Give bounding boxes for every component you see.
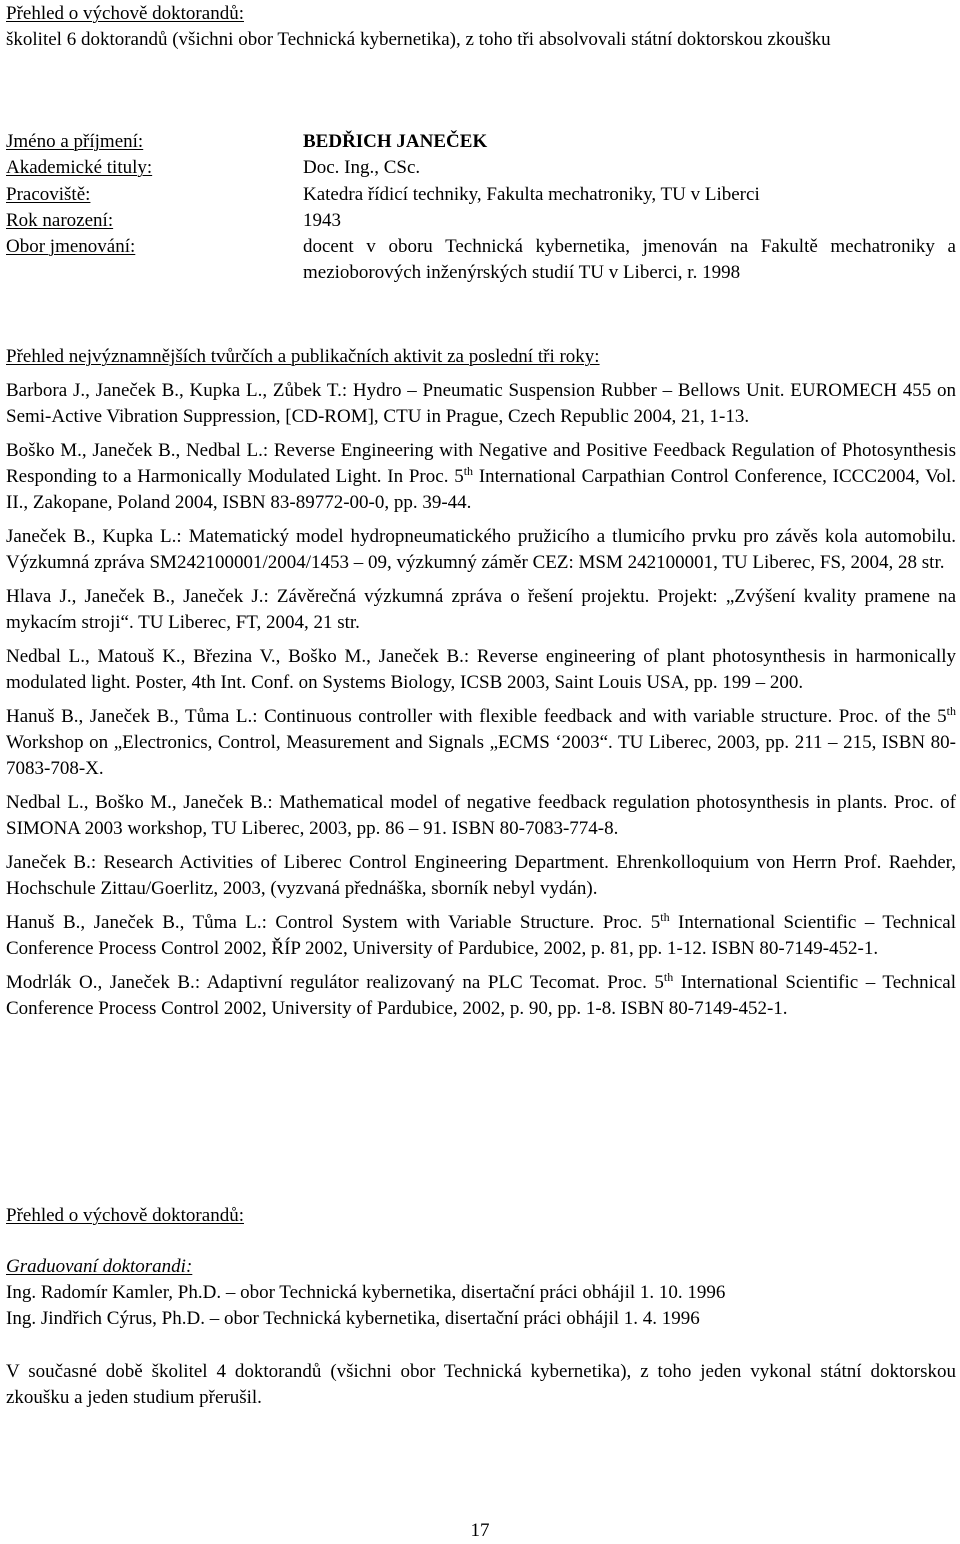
graduated-heading: Graduovaní doktorandi: xyxy=(6,1256,193,1277)
publication-text: : Reverse engineering of plant photosynthesis in harmonically modulated light. Poster, 4th Int. Conf. on Systems Biology, ICSB 2003, Saint Louis USA, pp. 199 – 200. xyxy=(6,646,956,693)
publication-item xyxy=(6,438,956,516)
publication-item xyxy=(6,524,956,576)
publication-item xyxy=(6,850,956,902)
publication-text: : Control System with Variable Structure. Proc. 5 xyxy=(261,912,661,933)
publication-authors: Nedbal L., Matouš K., Březina V., Boško M., Janeček B. xyxy=(6,646,464,667)
publication-superscript: th xyxy=(660,910,670,924)
publication-superscript: th xyxy=(946,704,956,718)
top-section xyxy=(6,1,956,53)
publication-text: : Závěrečná výzkumná zpráva o řešení projektu. Projekt: „Zvýšení kvality pramene na mykacím stroji“. TU Liberec, FT, 2004, 21 str. xyxy=(6,586,956,633)
publication-text: : Adaptivní regulátor realizovaný na PLC Tecomat. Proc. 5 xyxy=(194,972,664,993)
titles-value: Doc. Ing., CSc. xyxy=(303,157,421,178)
publication-superscript: th xyxy=(663,970,674,984)
top-section-heading: Přehled o výchově doktorandů: xyxy=(6,3,244,24)
appointment-value: docent v oboru Technická kybernetika, jmenován na Fakultě mechatroniky a mezioborových inženýrských studií TU v Liberci, r. 1998 xyxy=(303,236,956,283)
profile-appointment-row xyxy=(6,234,956,283)
publication-text-cont: International Carpathian Control Conference, ICCC2004, Vol. II., Zakopane, Poland 2004, ISBN 83-89772-00-0, pp. 39-44. xyxy=(6,466,956,513)
publication-text-cont: Workshop on „Electronics, Control, Measurement and Signals „ECMS ‘2003“. TU Liberec, 2003, pp. 211 – 215, ISBN 80-7083-708-X. xyxy=(6,732,956,779)
publication-item xyxy=(6,584,956,636)
publication-text: : Matematický model hydropneumatického pružicího a tlumicího prvku pro závěs kola automobilu. Výzkumná zpráva SM242100001/2004/1453 – 09, výzkumný záměr CEZ: MSM 242100001, TU Liberec, FS, 2004, 28 str. xyxy=(6,526,957,573)
graduate-item: Ing. Radomír Kamler, Ph.D. – obor Technická kybernetika, disertační práci obhájil 1. 10. 1996 xyxy=(6,1282,726,1303)
publication-text: : Mathematical model of negative feedback regulation photosynthesis in plants. Proc. of SIMONA 2003 workshop, TU Liberec, 2003, pp. 86 – 91. ISBN 80-7083-774-8. xyxy=(6,792,956,839)
publication-text: : Hydro – Pneumatic Suspension Rubber – Bellows Unit. EUROMECH 455 on Semi-Active Vibration Suppression, [CD-ROM], CTU in Prague, Czech Republic 2004, 21, 1-13. xyxy=(6,380,957,427)
publication-text-cont: International Scientific – Technical Conference Process Control 2002, University of Pardubice, 2002, p. 90, pp. 1-8. ISBN 80-7149-452-1. xyxy=(6,972,956,1019)
graduate-item: Ing. Jindřich Cýrus, Ph.D. – obor Technická kybernetika, disertační práci obhájil 1. 4. 1996 xyxy=(6,1308,700,1329)
workplace-label: Pracoviště: xyxy=(6,184,91,205)
publication-authors: Nedbal L., Boško M., Janeček B. xyxy=(6,792,268,813)
profile-birth-row xyxy=(6,208,956,234)
birth-value: 1943 xyxy=(303,210,341,231)
publication-item xyxy=(6,790,956,842)
publication-text: : Reverse Engineering with Negative and Positive Feedback Regulation of Photosynthesis Responding to a Harmonically Modulated Light. In Proc. 5 xyxy=(6,440,957,487)
publications-heading: Přehled nejvýznamnějších tvůrčích a publikačních aktivit za poslední tři roky: xyxy=(6,346,600,367)
name-value: BEDŘICH JANEČEK xyxy=(303,131,488,152)
graduates-list xyxy=(6,1280,956,1332)
publication-authors: Janeček B., Kupka L. xyxy=(6,526,177,547)
publication-text: : Research Activities of Liberec Control Engineering Department. Ehrenkolloquium von Herrn Prof. Raehder, Hochschule Zittau/Goerlitz, 2003, (vyzvaná přednáška, sborník nebyl vydán). xyxy=(6,852,956,899)
publication-item xyxy=(6,910,956,962)
birth-label: Rok narození: xyxy=(6,210,114,231)
appointment-label: Obor jmenování: xyxy=(6,236,136,257)
profile-workplace-row xyxy=(6,182,956,208)
publication-item xyxy=(6,704,956,782)
publication-item xyxy=(6,378,956,430)
publication-list xyxy=(6,378,956,1022)
top-section-text: školitel 6 doktorandů (všichni obor Technická kybernetika), z toho tři absolvovali státní doktorskou zkoušku xyxy=(6,29,831,50)
publication-authors: Barbora J., Janeček B., Kupka L., Zůbek T. xyxy=(6,380,342,401)
publication-authors: Janeček B. xyxy=(6,852,91,873)
page-number: 17 xyxy=(470,1520,490,1541)
publication-text-cont: International Scientific – Technical Conference Process Control 2002, ŘÍP 2002, University of Pardubice, 2002, p. 81, pp. 1-12. ISBN 80-7149-452-1. xyxy=(6,912,956,959)
publication-authors: Hanuš B., Janeček B., Tůma L. xyxy=(6,912,262,933)
profile-titles-row xyxy=(6,155,956,181)
publication-authors: Hanuš B., Janeček B., Tůma L. xyxy=(6,706,253,727)
publication-authors: Boško M., Janeček B., Nedbal L. xyxy=(6,440,263,461)
publication-text: : Continuous controller with flexible feedback and with variable structure. Proc. of the 5 xyxy=(252,706,947,727)
profile-name-row xyxy=(6,129,956,155)
publication-authors: Hlava J., Janeček B., Janeček J. xyxy=(6,586,264,607)
name-label: Jméno a příjmení: xyxy=(6,131,144,152)
publication-item xyxy=(6,644,956,696)
publication-superscript: th xyxy=(463,464,474,478)
titles-label: Akademické tituly: xyxy=(6,157,153,178)
doctoral-heading: Přehled o výchově doktorandů: xyxy=(6,1205,244,1226)
workplace-value: Katedra řídicí techniky, Fakulta mechatroniky, TU v Liberci xyxy=(303,184,760,205)
publication-item xyxy=(6,970,956,1022)
doctoral-summary: V současné době školitel 4 doktorandů (všichni obor Technická kybernetika), z toho jeden vykonal státní doktorskou zkoušku a jeden studium přerušil. xyxy=(6,1361,956,1408)
publication-authors: Modrlák O., Janeček B. xyxy=(6,972,195,993)
